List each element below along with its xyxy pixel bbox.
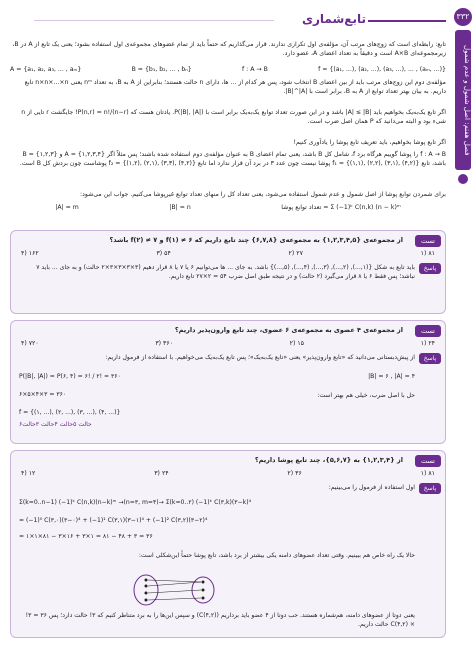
choice-3: ۵۴ (۳ [156,250,171,257]
question-text: از مجموعه‌ی {۱,۲,۳,۴,۵} به مجموعه‌ی {۶,۷,۸} چند تابع داریم که f(۱) ≠ ۶ و f(۲) ≠ ۷ باشد؟ [109,236,403,244]
choice-2: ۱۵ (۲ [289,340,305,347]
choice-4: ۱۲ (۴ [21,470,36,477]
answer-text: باید تابع به شکل {(۱,...), (۲,...), (۳,...), (۴,...), (۵,...)} باشد. به جای ... ها می‌توانیم ۶ یا ۷ یا ۸ قرار دهیم (۳×۳×۳×۳×۲ حالت) و به جای ... باید ۷ نباشد؛ پس فقط ۶ یا ۸ قرار می‌گیرد (۲ حالت) و در نتیجه طبق اصل ضرب ۵۴ = ۲×۲۷ تابع داریم. [36,264,415,280]
chapter-marker-icon [458,174,468,184]
formula-n: |B| = n [169,204,191,211]
choice-1: ۸۱ (۱ [420,250,435,257]
range-point-1 [202,581,205,584]
domain-point-4 [145,599,148,602]
choice-3: ۲۴ (۳ [154,470,169,477]
set-b: B = {b₁, b₂, ... , bₙ} [131,66,192,73]
intro-text-3: اگر تابع یک‌به‌یک بخواهیم باید |A| ≤ |B| باشد و در این صورت تعداد توابع یک‌به‌یک برابر است با P(|B|, |A|). یادتان هست که P(n,r) = n!/(n−r)! جایگشت r تایی از n شیء بود و البته می‌دانید که P همان اصل ضرب است. [21,109,446,125]
math-case-labels: ۶حالت ۵حالت ۴حالت ۳حالت [19,421,92,428]
choice-2: ۲۷ (۲ [288,250,303,257]
answer-text: اول استفاده از فرمول را می‌بینیم: [328,484,415,491]
choice-1: ۸۱ (۱ [420,470,435,477]
domain-point-3 [145,592,148,595]
answer-tag: پاسخ [419,483,441,494]
test-tag: تست [415,325,441,337]
choices-row [21,470,435,477]
math-result: = ۱×۱×۸۱ − ۳×۱۶ + ۳×۱ = ۸۱ − ۴۸ + ۳ = ۳۶ [19,533,153,540]
choice-4: ۷۲۰ (۴ [21,340,39,347]
question-text: از مجموعه‌ی ۴ عضوی به مجموعه‌ی ۶ عضوی، چند تابع وارون‌پذیر داریم؟ [174,326,403,334]
page-number: ۳۳۲ [454,8,472,26]
intro-paragraph-3 [10,108,446,126]
set-a: A = {a₁, a₂, a₃, ... , aₘ} [10,66,82,73]
set-definitions [10,66,446,73]
math-permutation: P(|B|, |A|) = P(۶, ۴) = ۶! / ۲! = ۳۶۰ [19,373,121,380]
choice-3: ۳۶۰ (۳ [155,340,174,347]
formula-onto: تعداد توابع پوشا = Σ (−1)ᵏ C(n,k) (n − k)ᵐ [281,204,401,211]
function-set: f = {(a₁, ...), (a₂, ...), (a₃, ...), ... , (aₘ, ...)} [318,66,446,73]
header-line [368,20,446,22]
intro-text-2: مؤلفه‌ی دوم این زوج‌های مرتب باید از بین اعضای B انتخاب شود، پس هر کدام از ... ها، دارای n حالت هستند؛ بنابراین از A به B، به تعداد nᵐ یعنی n×n×...×n تابع داریم. به بیان بهتر تعداد توابع از A به B، برابر است با |B|^|A|. [24,79,446,95]
math-sum-formula: Σ(k=0..n−1) (−1)ᵏ C(n,k)(n−k)ᵐ →(n=۳, m=۴)→ Σ(k=0..۲) (−1)ᵏ C(۳,k)(۳−k)⁴ [19,499,252,506]
math-function-set: f = {(۱, ...), (۲, ...), (۳, ...), (۴, ...)} [19,409,121,416]
domain-point-2 [145,585,148,588]
intro-paragraph-4 [10,138,446,147]
mapping-diagram [131,573,221,607]
intro-text-5: f : A → B را پوشا گوییم هرگاه برد f، شامل کل B باشد، یعنی تمام اعضای B به عنوان مؤلفه‌ی دوم استفاده شده باشند؛ پس مثلاً اگر A = {۱,۲,۳,۴} و B = {۱,۲,۳} باشد، تابع f₁ = {(۱,۱), (۲,۲), (۳,۱), (۴,۲)} پوشا نیست چون عدد ۳ در برد آن قرار ندارد اما تابع f₂ = {(۱,۲), (۲,۱), (۳,۳), (۴,۲)} پوشاست چون بردش کل B است. [19,151,446,167]
choice-4: ۱۶۲ (۴ [21,250,39,257]
choices-row [21,250,435,257]
answer-text: از پیش‌دبستانی می‌دانید که «تابع وارون‌پذیر» یعنی «تابع یک‌به‌یک»؛ پس تابع یک‌به‌یک می‌خواهیم. با استفاده از فرمول داریم: [105,354,415,361]
choice-2: ۳۶ (۲ [287,470,302,477]
range-point-2 [202,589,205,592]
page-title: تابع‌شماری [302,12,366,26]
page-header [26,10,446,32]
choice-1: ۲۴ (۱ [420,340,435,347]
range-point-3 [202,597,205,600]
test-box-3 [10,450,446,638]
intro-paragraph-5 [10,150,446,168]
question-text: از {۱,۲,۳,۴} به {۵,۶,۷}، چند تابع پوشا داریم؟ [254,456,403,464]
chapter-sidebar [452,0,474,655]
intro-text-4: اگر تابع پوشا بخواهیم، باید تعریف تابع پوشا را یادآوری کنیم! [293,139,446,146]
chapter-title: فصل هفتم: اصل شمول و عدم شمول [463,44,471,156]
note-text: حل با اصل ضرب، خیلی هم بهتر است: [317,392,415,399]
onto-formula [10,204,446,211]
intro-paragraph-1 [10,40,446,58]
note-text-1: حالا یک راه خاص هم ببینیم. وقتی تعداد عضوهای دامنه یکی بیشتر از برد باشد، تابع پوشا حتماً این‌شکلی است: [138,552,415,559]
choices-row [21,340,435,347]
test-box-1 [10,230,446,314]
answer-tag: پاسخ [419,263,441,274]
function-arrow: f : A → B [242,66,268,73]
math-product: ۶×۵×۴×۳ = ۳۶۰ [19,391,67,398]
intro-paragraph-2 [10,78,446,96]
test-tag: تست [415,235,441,247]
header-dotted-line [34,20,274,21]
arrow-3 [148,590,201,593]
domain-point-1 [145,579,148,582]
answer-tag: پاسخ [419,353,441,364]
math-expansion: = (−1)⁰ C(۳,۰)(۳−۰)⁴ + (−1)¹ C(۳,۱)(۳−۱)⁴ + (−1)² C(۳,۲)(۳−۲)⁴ [19,517,208,524]
note-text-2: یعنی دوتا از عضوهای دامنه، هم‌شماره هستند. حب دوتا از ۴ عضو باید برداریم (C(۴,۲)) و سپس این‌ها را به برد متناظر کنیم که ۳! حالت دارد؛ پس ۳۶ = ۳! × C(۴,۲) حالت داریم. [25,612,415,628]
intro-text-6: برای شمردن توابع پوشا از اصل شمول و عدم شمول استفاده می‌شود، یعنی تعداد کل را منهای تعداد توابع غیرپوشا می‌کنیم. جواب این می‌شود: [80,191,446,198]
test-box-2 [10,320,446,444]
formula-m: |A| = m [55,204,79,211]
intro-paragraph-6 [10,190,446,199]
test-tag: تست [415,455,441,467]
intro-text-1: تابع: رابطه‌ای است که زوج‌های مرتب آن، مؤلفه‌ی اول تکراری ندارند. قرار می‌گذاریم که حتماً باید از تمام عضوهای مجموعه‌ی اول استفاده بشود؛ یعنی یک تابع از A در B، زیرمجموعه‌ای A×B است و دقیقاً به تعداد اعضای A، عضو دارد. [12,41,446,57]
math-sizes: |B| = ۶ , |A| = ۴ [368,373,415,380]
